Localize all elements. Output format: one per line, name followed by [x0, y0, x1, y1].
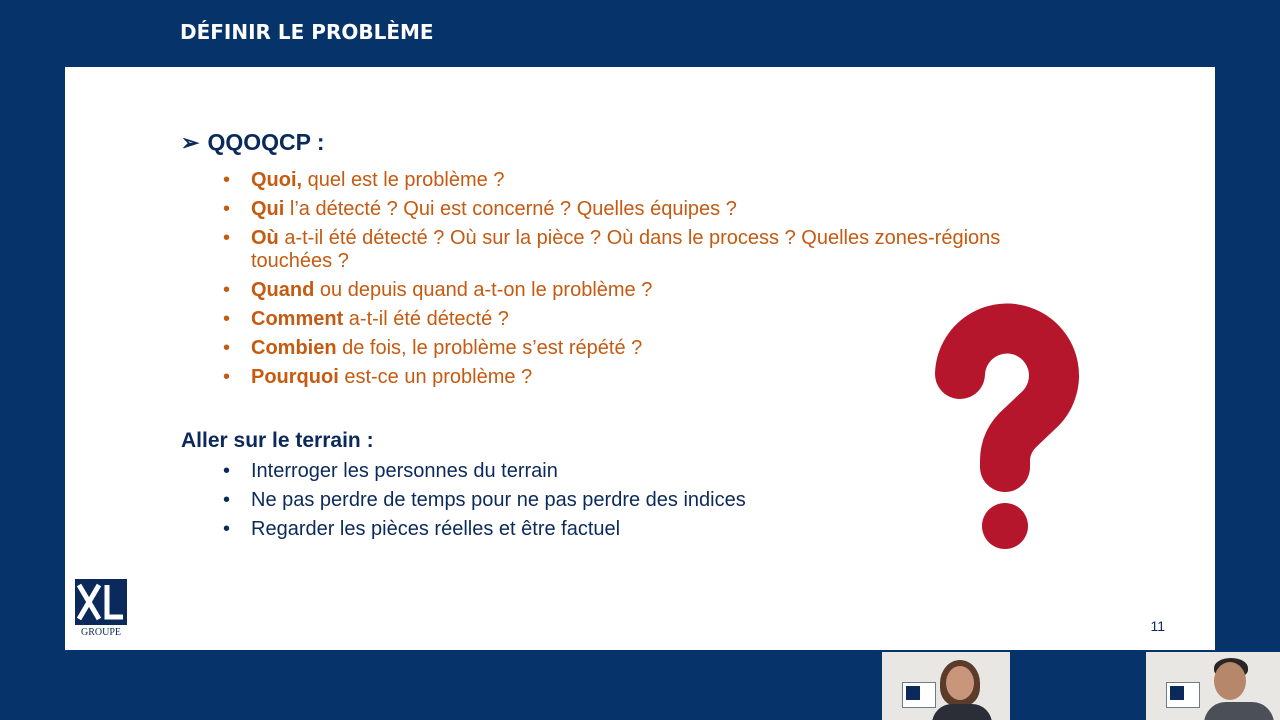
question-text: de fois, le problème s’est répété ? — [336, 337, 643, 359]
list-item — [221, 198, 1081, 221]
bullet-icon: • — [223, 489, 231, 511]
question-text: l’a détecté ? Qui est concerné ? Quelles équipes ? — [284, 198, 737, 220]
list-item — [221, 489, 746, 512]
terrain-heading: Aller sur le terrain : — [181, 429, 374, 452]
background-picture — [1166, 682, 1200, 708]
bullet-icon: • — [223, 198, 231, 220]
xl-groupe-logo — [75, 579, 127, 643]
bullet-icon: • — [223, 366, 231, 388]
bullet-icon: • — [223, 227, 231, 249]
terrain-text: Ne pas perdre de temps pour ne pas perdre des indices — [251, 489, 746, 511]
bullet-icon: • — [223, 460, 231, 482]
bullet-icon: • — [223, 279, 231, 301]
page-number: 11 — [1150, 618, 1165, 634]
question-keyword: Où — [251, 227, 279, 249]
bullet-icon: • — [223, 308, 231, 330]
terrain-text: Interroger les personnes du terrain — [251, 460, 558, 482]
logo-mark — [75, 579, 127, 625]
participant-avatar — [932, 652, 1002, 720]
terrain-text: Regarder les pièces réelles et être factuel — [251, 518, 621, 540]
question-text: ou depuis quand a-t-on le problème ? — [314, 279, 653, 301]
question-text: quel est le problème ? — [302, 169, 505, 191]
qqoqcp-heading-label: QQOQCP : — [207, 129, 325, 155]
question-keyword: Qui — [251, 198, 285, 220]
question-text: a-t-il été détecté ? — [343, 308, 509, 330]
logo-text: GROUPE — [80, 627, 121, 638]
participant-video-2[interactable] — [1146, 652, 1280, 720]
list-item — [221, 227, 1081, 273]
participant-avatar — [1202, 652, 1278, 720]
bullet-icon: • — [223, 518, 231, 540]
bullet-icon: • — [223, 169, 231, 191]
participant-video-1[interactable] — [882, 652, 1010, 720]
question-keyword: Pourquoi — [251, 366, 339, 388]
question-keyword: Quand — [251, 279, 315, 301]
slide-title: DÉFINIR LE PROBLÈME — [180, 20, 434, 44]
list-item — [221, 518, 746, 541]
question-keyword: Quoi, — [251, 169, 303, 191]
arrow-right-icon: ➢ — [181, 129, 200, 155]
question-keyword: Combien — [251, 337, 337, 359]
qqoqcp-heading — [181, 129, 325, 156]
bullet-icon: • — [223, 337, 231, 359]
question-text: est-ce un problème ? — [338, 366, 533, 388]
list-item — [221, 460, 746, 483]
question-keyword: Comment — [251, 308, 344, 330]
slide-canvas — [65, 67, 1215, 650]
question-text: a-t-il été détecté ? Où sur la pièce ? Où dans le process ? Quelles zones-régions touchées ? — [251, 227, 1001, 272]
background-picture — [902, 682, 936, 708]
list-item — [221, 169, 1081, 192]
question-mark-icon — [925, 289, 1105, 554]
terrain-list — [221, 460, 746, 547]
